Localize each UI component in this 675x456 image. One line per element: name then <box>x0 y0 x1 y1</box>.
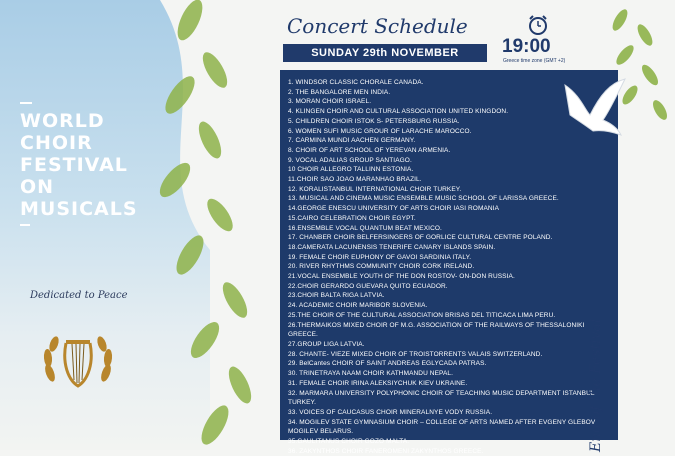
date-banner: SUNDAY 29th NOVEMBER <box>283 44 487 62</box>
schedule-item: 1. WINDSOR CLASSIC CHORALE CANADA. <box>288 79 424 86</box>
timezone-label: Greece time zone (GMT +2) <box>503 58 566 64</box>
festival-title <box>20 100 180 226</box>
schedule-item: 7. CARMINA MUNDI AACHEN GERMANY. <box>288 137 416 145</box>
schedule-item: 20. RIVER RHYTHMS COMMUNITY CHOIR CORK IRELAND. <box>288 263 475 271</box>
title-line: ON <box>20 176 55 198</box>
alarm-clock-icon <box>527 14 549 36</box>
schedule-item: 16.ENSEMBLE VOCAL QUANTUM BEAT MEXICO. <box>288 224 442 232</box>
schedule-item: 15.CAIRO CELEBRATION CHOIR EGYPT. <box>288 214 416 222</box>
title-line: WORLD <box>20 110 105 132</box>
schedule-item: 13. MUSICAL AND CINEMA MUSIC ENSEMBLE MUSIC SCHOOL OF LARISSA GREECE. <box>288 195 559 203</box>
schedule-item: 29. BelCantes CHOIR OF SAINT ANDREAS EGLYCADA PATRAS. <box>288 360 487 368</box>
schedule-item: 25.THE CHOIR OF THE CULTURAL ASSOCIATION BRISAS DEL TITICACA LIMA PERU. <box>288 311 556 319</box>
schedule-item: 27.GROUP LIGA LATVIA. <box>288 340 365 348</box>
schedule-item: 23.CHOIR BALTA RIGA LATVIA. <box>288 292 385 300</box>
schedule-item: 30. TRINETRAYA NAAM CHOIR KATHMANDU NEPAL. <box>288 370 454 378</box>
title-line: FESTIVAL <box>20 154 128 176</box>
schedule-item: 18.CAMERATA LACUNENSIS TENERIFE CANARY ISLANDS SPAIN. <box>288 243 496 251</box>
schedule-item: 11.CHOIR SAO JOAO MARANHAO BRAZIL. <box>288 176 422 184</box>
schedule-item: 28. CHANTE- VIEZE MIXED CHOIR OF TROISTORRENTS VALAIS SWITZERLAND. <box>288 350 543 358</box>
schedule-item: 17. CHANBER CHOIR BELFERSINGERS OF GORLICE CULTURAL CENTRE POLAND. <box>288 234 553 242</box>
page-title: Concert Schedule <box>287 14 468 38</box>
schedule-item: 3. MORAN CHOIR ISRAEL. <box>288 98 372 106</box>
schedule-item: 32. MARMARA UNIVERSITY POLYPHONIC CHOIR OF TEACHING MUSIC DEPARTMENT ISTANBUL TURKEY. <box>288 389 595 407</box>
schedule-item: 22.CHOIR GERARDO GUEVARA QUITO ECUADOR. <box>288 282 448 290</box>
lyre-laurel-logo <box>38 328 118 398</box>
schedule-item: 8. CHOIR OF ART SCHOOL OF YEREVAN ARMENIA. <box>288 146 451 154</box>
schedule-item: 9. VOCAL ADALIAS GROUP SANTIAGO. <box>288 156 412 164</box>
title-line: MUSICALS <box>20 198 138 220</box>
schedule-item: 35.GAULITANUS CHOIR GOZO MALTA. <box>288 438 410 446</box>
end-of-festival-text: End of the Festival <box>588 318 604 452</box>
schedule-item: 5. CHILDREN CHOIR ISTOK S- PETERSBURG RUSSIA. <box>288 117 460 125</box>
schedule-item: 21.VOCAL ENSEMBLE YOUTH OF THE DON ROSTOV- ON-DON RUSSIA. <box>288 273 515 281</box>
schedule-item: 24. ACADEMIC CHOIR MARIBOR SLOVENIA. <box>288 302 428 310</box>
schedule-item: 4. KLINGEN CHOIR AND CULTURAL ASSOCIATION UNITED KINGDON. <box>288 108 509 116</box>
schedule-item: 33. VOICES OF CAUCASUS CHOIR MINERALNYE VODY RUSSIA. <box>288 408 493 416</box>
title-dash <box>20 102 32 104</box>
schedule-item: 2. THE BANGALORE MEN INDIA. <box>288 88 391 96</box>
schedule-item: 6. WOMEN SUFI MUSIC GROUR OF LARACHE MAROCCO. <box>288 127 472 135</box>
schedule-item: 31. FEMALE CHOIR IRINA ALEKSIYCHUK KIEV UKRAINE. <box>288 379 468 387</box>
schedule-item: 26.THERMAIKOS MIXED CHOIR OF M.G. ASSOCIATION OF THE RAILWAYS OF THESSALONIKI GREECE. <box>288 321 585 339</box>
schedule-item: 34. MOGILEV STATE GYMNASIUM CHOIR – COLLEGE OF ARTS NAMED AFTER EVGENY GLEBOV MOGILEV BELARUS. <box>288 418 596 436</box>
schedule-item: 10 CHOIR ALLEGRO TALLINN ESTONIA. <box>288 166 414 174</box>
title-line: CHOIR <box>20 132 93 154</box>
schedule-item: 14.GEORGE ENESCU UNIVERSITY OF ARTS CHOIR IASI ROMANIA <box>288 205 500 213</box>
schedule-item: 12. KORALISTANBUL INTERNATIONAL CHOIR TURKEY. <box>288 185 462 193</box>
concert-time: 19:00 <box>502 36 551 57</box>
dedication-text: Dedicated to Peace <box>30 290 128 301</box>
schedule-item: 19. FEMALE CHOIR EUPHONY OF GAVOI SARDINIA ITALY. <box>288 253 472 261</box>
schedule-item: 36. ZAKYNTHOS CHOIR FANEROMENI ZAKYNTHOS GREECE. <box>288 447 484 455</box>
olive-branch-decoration <box>590 0 675 140</box>
title-dash <box>20 224 30 226</box>
